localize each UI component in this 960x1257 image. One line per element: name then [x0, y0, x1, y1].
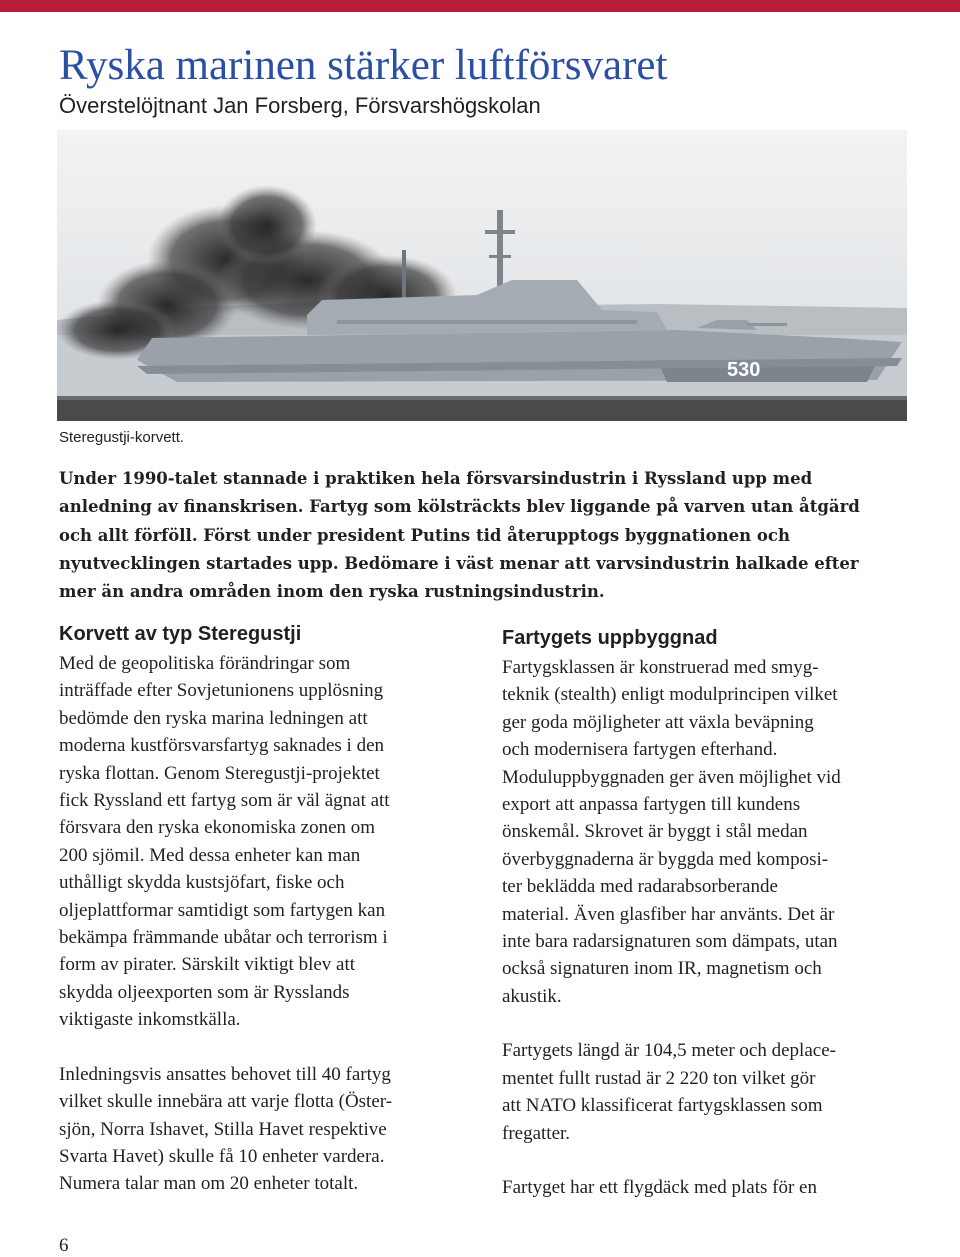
article-byline: Överstelöjtnant Jan Forsberg, Försvarshögskolan — [59, 93, 541, 118]
text-line: sjön, Norra Ishavet, Stilla Havet respektive — [59, 1118, 387, 1140]
page-number: 6 — [59, 1235, 69, 1256]
text-line: och modernisera fartygen efterhand. — [502, 739, 778, 761]
left-paragraph-1 — [59, 650, 469, 1034]
text-line: oljeplattformar samtidigt som fartygen kan — [59, 899, 386, 921]
text-line: ryska flottan. Genom Steregustji-projektet — [59, 762, 380, 784]
text-line: Moduluppbyggnaden ger även möjlighet vid — [502, 766, 841, 788]
text-line: akustik. — [502, 985, 562, 1007]
text-line: fick Ryssland ett fartyg som är väl ägnat att — [59, 790, 390, 812]
corvette-photo-illustration — [57, 130, 907, 421]
text-line: teknik (stealth) enligt modulprincipen vilket — [502, 684, 838, 706]
section-heading-uppbyggnad: Fartygets uppbyggnad — [502, 627, 718, 649]
section-heading-korvett: Korvett av typ Steregustji — [59, 623, 302, 645]
text-line: att NATO klassificerat fartygsklassen som — [502, 1095, 823, 1117]
right-column — [502, 621, 922, 1201]
text-line: vilket skulle innebära att varje flotta (Öster- — [59, 1091, 393, 1113]
lead-paragraph — [59, 465, 879, 606]
text-line: Fartyget har ett flygdäck med plats för en — [502, 1176, 817, 1198]
text-line: mentet fullt rustad är 2 220 ton vilket gör — [502, 1067, 816, 1089]
text-line: Numera talar man om 20 enheter totalt. — [59, 1173, 359, 1195]
right-paragraph-2 — [502, 1037, 922, 1147]
text-line: Fartygsklassen är konstruerad med smyg- — [502, 657, 819, 678]
top-color-bar — [0, 0, 960, 12]
text-line: moderna kustförsvarsfartyg saknades i den — [59, 735, 385, 757]
text-line: försvara den ryska ekonomiska zonen om — [59, 817, 376, 839]
left-column — [59, 621, 469, 1198]
text-line: bedömde den ryska marina ledningen att — [59, 707, 368, 729]
text-line: Inledningsvis ansattes behovet till 40 fartyg — [59, 1063, 391, 1085]
lead-line: nyutvecklingen startades upp. Bedömare i väst menar att varvsindustrin halkade efter — [59, 553, 859, 573]
photo-caption: Steregustji-korvett. — [59, 429, 185, 446]
text-line: ger goda möjligheter att växla beväpning — [502, 711, 814, 733]
text-line: bekämpa främmande ubåtar och terrorism i — [59, 927, 388, 949]
right-paragraph-3 — [502, 1174, 922, 1201]
text-line: Svarta Havet) skulle få 10 enheter vardera. — [59, 1145, 385, 1167]
text-line: fregatter. — [502, 1122, 571, 1144]
hull-number: 530 — [727, 359, 761, 381]
text-line: material. Även glasfiber har använts. Det är — [502, 903, 835, 925]
text-line: också signaturen inom IR, magnetism och — [502, 958, 822, 980]
text-line: önskemål. Skrovet är byggt i stål medan — [502, 821, 808, 843]
text-line: 200 sjömil. Med dessa enheter kan man — [59, 844, 361, 866]
text-line: ter beklädda med radarabsorberande — [502, 876, 778, 898]
foreground-pier — [57, 400, 907, 421]
text-line: Med de geopolitiska förändringar som — [59, 653, 351, 674]
lead-line: anledning av finanskrisen. Fartyg som kölsträckts blev liggande på varven utan åtgärd — [59, 497, 860, 517]
text-line: skydda oljeexporten som är Rysslands — [59, 981, 350, 1003]
text-line: inte bara radarsignaturen som dämpats, utan — [502, 931, 838, 953]
text-line: export att anpassa fartygen till kundens — [502, 794, 801, 816]
text-line: inträffade efter Sovjetunionens upplösning — [59, 680, 384, 702]
corvette-photo — [57, 130, 907, 421]
text-line: uthålligt skydda kustsjöfart, fiske och — [59, 872, 345, 894]
text-line: överbyggnaderna är byggda med komposi- — [502, 848, 829, 870]
lead-line: mer än andra områden inom den ryska rustningsindustrin. — [59, 582, 605, 602]
left-paragraph-2 — [59, 1061, 469, 1198]
text-line: form av pirater. Särskilt viktigt blev att — [59, 954, 356, 976]
article-title: Ryska marinen stärker luftförsvaret — [59, 42, 668, 89]
lead-line: och allt förföll. Först under president Putins tid återupptogs byggnationen och — [59, 525, 790, 545]
text-line: viktigaste inkomstkälla. — [59, 1009, 241, 1031]
right-paragraph-1 — [502, 654, 922, 1010]
text-line: Fartygets längd är 104,5 meter och deplace- — [502, 1040, 836, 1062]
lead-line: Under 1990-talet stannade i praktiken hela försvarsindustrin i Ryssland upp med — [59, 469, 813, 488]
